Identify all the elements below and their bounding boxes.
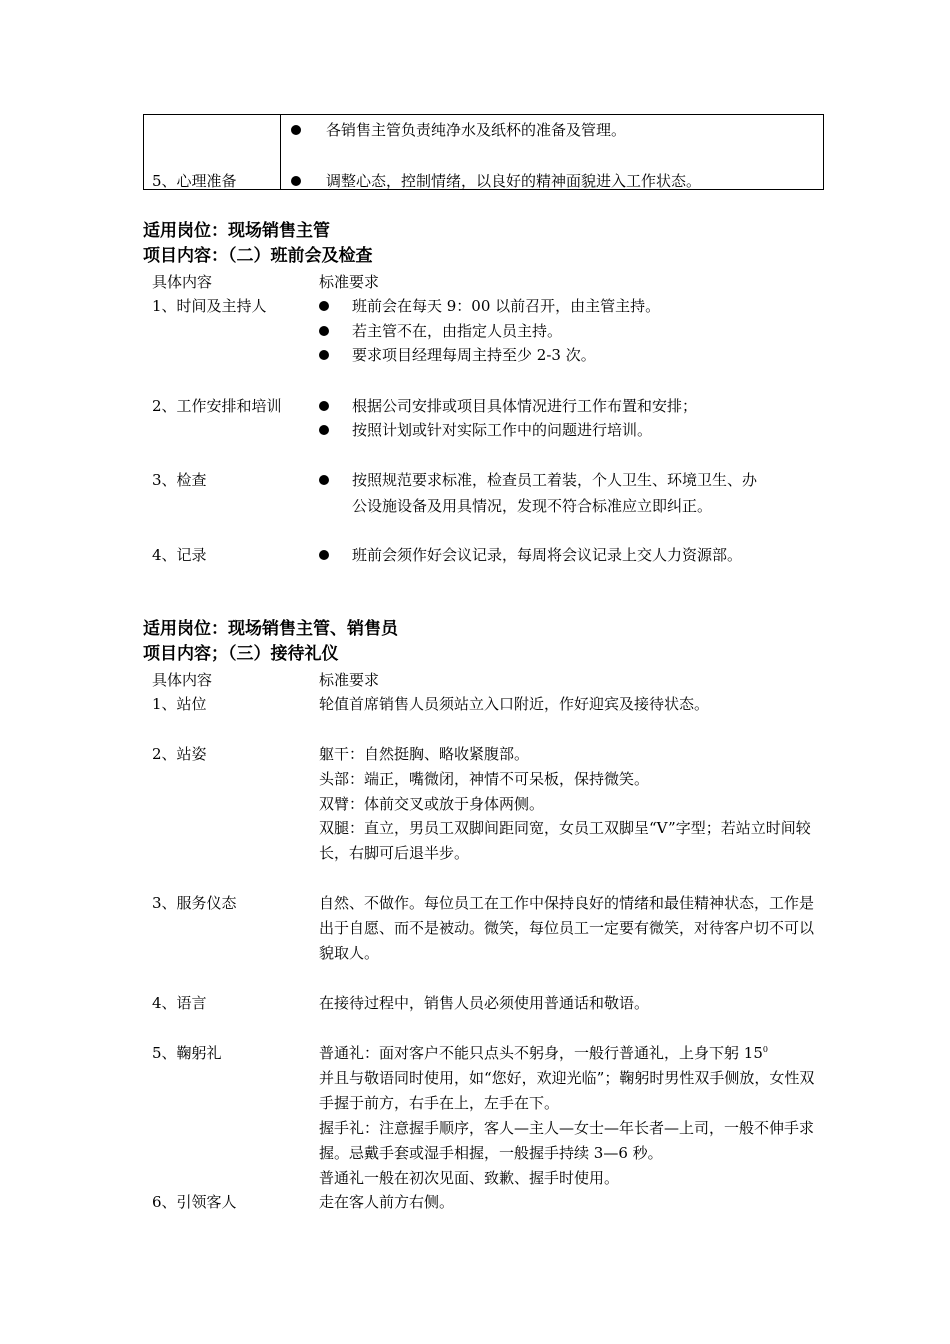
item-text: 双臂：体前交叉或放于身体两侧。 [319, 795, 545, 813]
item-label: 4、记录 [152, 546, 207, 564]
item-label: 3、检查 [152, 471, 207, 489]
item-paragraph: 握手礼：注意握手顺序，客人—主人—女士—年长者—上司，一般不伸手求握。忌戴手套或湿手相握，一般握手持续 3—6 秒。 [319, 1119, 815, 1162]
bullet-icon [319, 301, 329, 311]
item-bullet-text: 按照规范要求标准，检查员工着装，个人卫生、环境卫生、办 [352, 471, 758, 489]
bullet-icon [319, 350, 329, 360]
item-text: 在接待过程中，销售人员必须使用普通话和敬语。 [319, 994, 650, 1012]
bullet-icon [319, 475, 329, 485]
item-bullet-text: 要求项目经理每周主持至少 2-3 次。 [352, 346, 596, 364]
item-text [319, 1041, 768, 1065]
item-paragraph: 自然、不做作。每位员工在工作中保持良好的情绪和最佳精神状态，工作是出于自愿、而不是被动。微笑，每位员工一定要有微笑，对待客户切不可以貌取人。 [319, 894, 815, 962]
item-label: 1、时间及主持人 [152, 297, 267, 315]
item-label: 1、站位 [152, 695, 207, 713]
section2-project: 项目内容：（二）班前会及检查 [143, 246, 373, 266]
bullet-icon [291, 125, 301, 135]
section3-col-left: 具体内容 [152, 671, 213, 689]
item-text: 走在客人前方右侧。 [319, 1193, 455, 1211]
table-bullet-text: 各销售主管负责纯净水及纸杯的准备及管理。 [326, 121, 627, 139]
item-text: 普通礼一般在初次见面、致歉、握手时使用。 [319, 1169, 620, 1187]
section3-project: 项目内容；（三）接待礼仪 [143, 644, 339, 664]
item-label: 5、鞠躬礼 [152, 1044, 222, 1062]
item-bullet-text: 公设施设备及用具情况，发现不符合标准应立即纠正。 [352, 497, 713, 515]
item-label: 4、语言 [152, 994, 207, 1012]
item-bullet-text: 按照计划或针对实际工作中的问题进行培训。 [352, 421, 653, 439]
section3-post: 适用岗位：现场销售主管、销售员 [143, 619, 398, 639]
bullet-icon [291, 176, 301, 186]
item-bullet-text: 若主管不在，由指定人员主持。 [352, 322, 563, 340]
item-bullet-text: 班前会须作好会议记录，每周将会议记录上交人力资源部。 [352, 546, 743, 564]
section2-col-left: 具体内容 [152, 273, 213, 291]
item-paragraph: 双腿：直立，男员工双脚间距同宽，女员工双脚呈“V”字型；若站立时间较长，右脚可后退半步。 [319, 819, 811, 862]
item-label: 2、站姿 [152, 745, 207, 763]
bullet-icon [319, 326, 329, 336]
bullet-icon [319, 425, 329, 435]
section2-col-right: 标准要求 [319, 273, 380, 291]
item-text: 头部：端正，嘴微闭，神情不可呆板，保持微笑。 [319, 770, 650, 788]
item-label: 3、服务仪态 [152, 894, 237, 912]
section2-post: 适用岗位：现场销售主管 [143, 221, 330, 241]
bow-line-text: 普通礼：面对客户不能只点头不躬身，一般行普通礼，上身下躬 15 [319, 1044, 763, 1062]
bullet-icon [319, 401, 329, 411]
item-paragraph: 并且与敬语同时使用，如“您好，欢迎光临”；鞠躬时男性双手侧放，女性双手握于前方，右手在上，左手在下。 [319, 1069, 815, 1112]
section3-col-right: 标准要求 [319, 671, 380, 689]
bullet-icon [319, 550, 329, 560]
item-text: 躯干：自然挺胸、略收紧腹部。 [319, 745, 530, 763]
item-label: 6、引领客人 [152, 1193, 237, 1211]
item-label: 2、工作安排和培训 [152, 397, 282, 415]
degree-superscript: 0 [762, 1045, 768, 1054]
item-bullet-text: 根据公司安排或项目具体情况进行工作布置和安排； [352, 397, 698, 415]
table-divider [280, 115, 281, 189]
table-row-label: 5、心理准备 [152, 172, 237, 190]
item-bullet-text: 班前会在每天 9：00 以前召开，由主管主持。 [352, 297, 661, 315]
item-text: 轮值首席销售人员须站立入口附近，作好迎宾及接待状态。 [319, 695, 710, 713]
table-bullet-text: 调整心态，控制情绪，以良好的精神面貌进入工作状态。 [326, 172, 702, 190]
